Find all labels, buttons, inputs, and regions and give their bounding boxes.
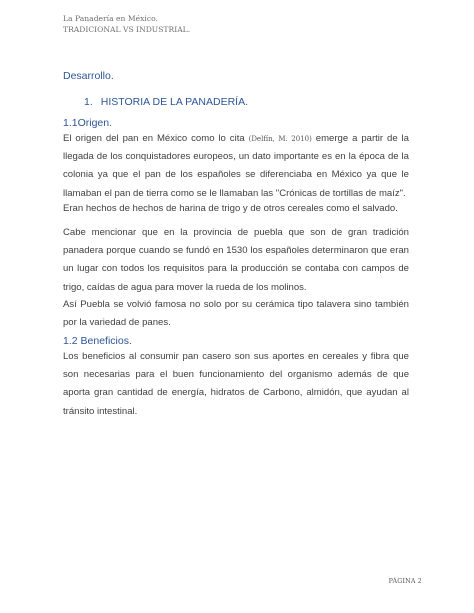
subheading-beneficios: 1.2 Beneficios. [63, 335, 132, 347]
paragraph-line: aporta gran cantidad de energía, hidratos de Carbono, almidón, que ayudan al [63, 387, 409, 399]
paragraph-line: Así Puebla se volvió famosa no solo por su cerámica tipo talavera sino también [63, 299, 409, 310]
header-subtitle: TRADICIONAL VS INDUSTRIAL. [63, 24, 191, 34]
paragraph-line: por la variedad de panes. [63, 317, 171, 329]
paragraph-line: un lugar con todos los requisitos para la producción se contaba con campos de [63, 263, 409, 275]
subheading-origen: 1.1Origen. [63, 117, 113, 129]
page-number: PÁGINA 2 [388, 578, 422, 585]
section-title: Desarrollo. [63, 70, 114, 82]
text-run: El origen del pan en México como lo cita [63, 133, 249, 144]
heading-historia [84, 96, 248, 108]
paragraph-line: Eran hechos de hechos de harina de trigo y de otros cereales como el salvado. [63, 203, 398, 214]
paragraph-harina [63, 200, 409, 218]
paragraph-line: Cabe mencionar que en la provincia de puebla que son de gran tradición [63, 227, 409, 238]
paragraph-line: llamaban el pan de tierra como se le llamaban las "Crónicas de tortillas de maíz". [63, 187, 406, 199]
paragraph-puebla [63, 224, 409, 297]
paragraph-line: Los beneficios al consumir pan casero son sus aportes en cereales y fibra que [63, 351, 409, 362]
paragraph-line: llegada de los conquistadores europeos, un dato importante es en la época de la [63, 151, 409, 163]
text-run: emerge a partir de la [311, 133, 409, 144]
paragraph-line [63, 130, 409, 148]
paragraph-line: tránsito intestinal. [63, 405, 138, 417]
paragraph-line: panadera porque cuando se fundó en 1530 los españoles determinaron que eran [63, 245, 409, 257]
paragraph-line: colonia ya que el pan de los españoles se diferenciaba en México ya que le [63, 169, 409, 181]
heading-number: 1. [84, 96, 93, 108]
paragraph-line: son necesarias para el buen funcionamiento del organismo además de que [63, 369, 409, 381]
page-header [63, 14, 190, 35]
paragraph-talavera [63, 296, 409, 332]
heading-label: HISTORIA DE LA PANADERÍA. [100, 96, 249, 108]
paragraph-line: trigo, caídas de agua para mover la rueda de los molinos. [63, 281, 307, 293]
paragraph-origen [63, 130, 409, 203]
header-title: La Panadería en México. [63, 14, 158, 23]
paragraph-beneficios [63, 348, 409, 421]
citation: (Delfín, M. 2010) [248, 135, 312, 143]
